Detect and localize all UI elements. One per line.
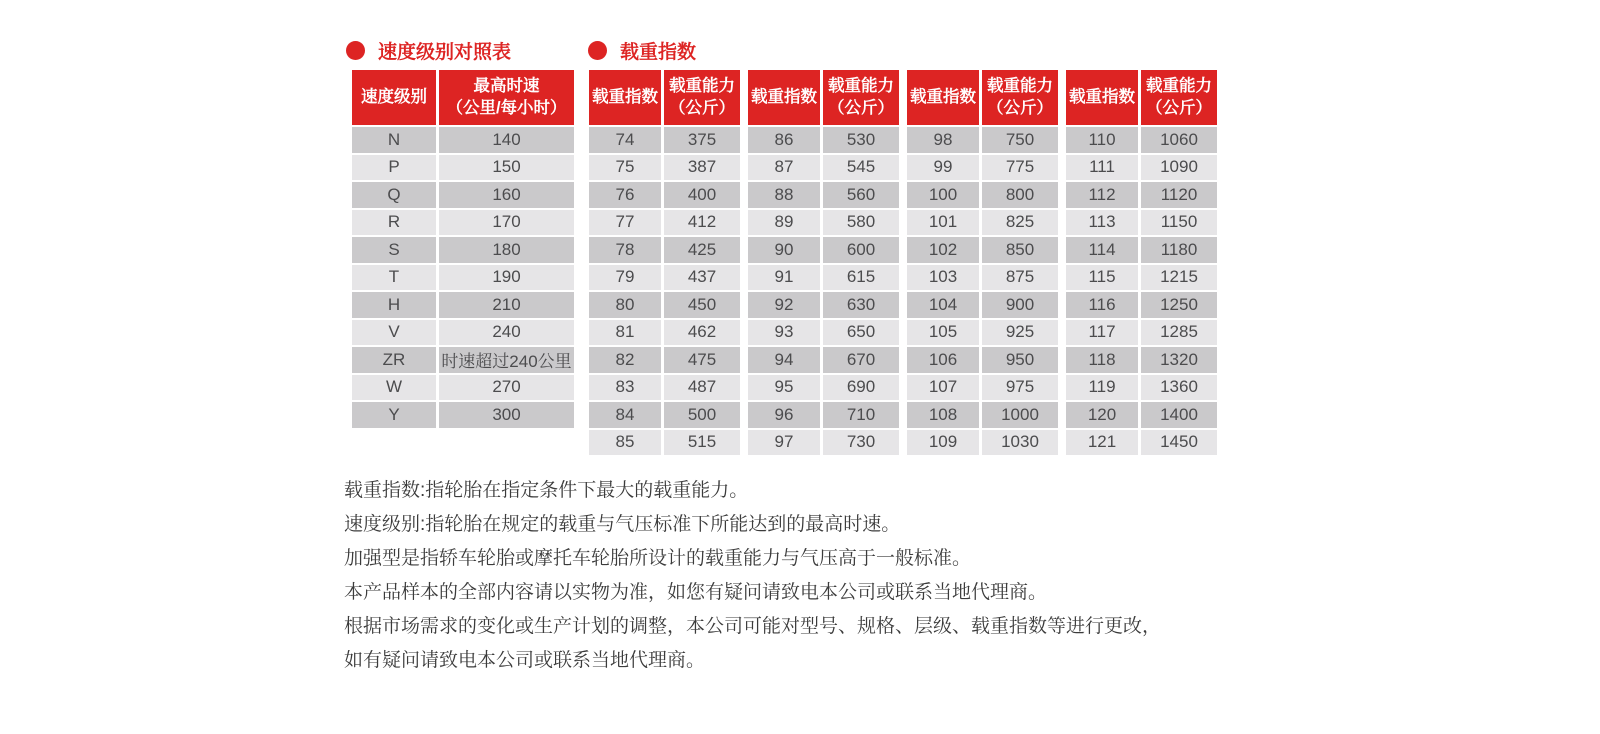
load-index-cell: 83 (589, 375, 661, 401)
load-capacity-cell: 800 (982, 182, 1058, 208)
max-speed-header (439, 70, 574, 125)
load-index-cell: 93 (748, 320, 820, 346)
speed-rating-cell: S (352, 237, 436, 263)
load-capacity-cell: 437 (664, 265, 740, 291)
load-capacity-cell: 560 (823, 182, 899, 208)
load-capacity-cell: 387 (664, 155, 740, 181)
load-index-cell: 119 (1066, 375, 1138, 401)
speed-table-row (352, 320, 574, 346)
load-capacity-cell: 475 (664, 347, 740, 373)
load-index-cell: 85 (589, 430, 661, 456)
load-table-title (588, 40, 697, 63)
max-speed-cell: 240 (439, 320, 574, 346)
load-index-cell: 82 (589, 347, 661, 373)
load-table-row (589, 375, 740, 401)
load-table-row (748, 237, 899, 263)
speed-table (349, 68, 577, 430)
load-capacity-cell: 950 (982, 347, 1058, 373)
load-table-row (1066, 347, 1217, 373)
load-table-row (589, 237, 740, 263)
load-table-row (907, 430, 1058, 456)
max-speed-cell: 190 (439, 265, 574, 291)
load-capacity-cell: 650 (823, 320, 899, 346)
speed-rating-cell: Q (352, 182, 436, 208)
load-capacity-cell: 1150 (1141, 210, 1217, 236)
load-table-group-1 (586, 68, 743, 457)
load-capacity-header-line2: （公斤） (1146, 98, 1212, 117)
max-speed-header-line1: 最高时速 (473, 77, 540, 96)
load-capacity-cell: 515 (664, 430, 740, 456)
load-table-row (907, 375, 1058, 401)
load-capacity-cell: 545 (823, 155, 899, 181)
load-table-row (1066, 237, 1217, 263)
load-capacity-cell: 500 (664, 402, 740, 428)
load-capacity-header (664, 70, 740, 125)
load-index-cell: 100 (907, 182, 979, 208)
load-table-row (907, 347, 1058, 373)
load-index-cell: 98 (907, 127, 979, 153)
load-index-cell: 74 (589, 127, 661, 153)
load-index-cell: 84 (589, 402, 661, 428)
load-table-row (1066, 210, 1217, 236)
load-capacity-header (982, 70, 1058, 125)
load-capacity-cell: 1400 (1141, 402, 1217, 428)
max-speed-cell: 150 (439, 155, 574, 181)
speed-table-row (352, 402, 574, 428)
load-index-cell: 78 (589, 237, 661, 263)
load-index-cell: 104 (907, 292, 979, 318)
load-capacity-cell: 670 (823, 347, 899, 373)
load-table-row (589, 320, 740, 346)
load-index-cell: 105 (907, 320, 979, 346)
load-capacity-cell: 875 (982, 265, 1058, 291)
load-index-cell: 109 (907, 430, 979, 456)
max-speed-cell: 170 (439, 210, 574, 236)
load-index-cell: 106 (907, 347, 979, 373)
load-table-row (748, 320, 899, 346)
load-table-row (1066, 265, 1217, 291)
load-index-header: 载重指数 (1066, 70, 1138, 125)
load-table-row (748, 347, 899, 373)
load-index-cell: 115 (1066, 265, 1138, 291)
max-speed-cell: 270 (439, 375, 574, 401)
load-table-row (748, 155, 899, 181)
speed-rating-cell: R (352, 210, 436, 236)
load-table-row (589, 265, 740, 291)
speed-rating-cell: T (352, 265, 436, 291)
load-capacity-cell: 400 (664, 182, 740, 208)
load-capacity-cell: 730 (823, 430, 899, 456)
load-capacity-cell: 1180 (1141, 237, 1217, 263)
speed-table-row (352, 265, 574, 291)
load-index-cell: 79 (589, 265, 661, 291)
load-table-row (589, 292, 740, 318)
load-index-cell: 94 (748, 347, 820, 373)
load-capacity-cell: 412 (664, 210, 740, 236)
load-capacity-cell: 1320 (1141, 347, 1217, 373)
load-capacity-cell: 425 (664, 237, 740, 263)
load-table-row (907, 320, 1058, 346)
load-capacity-cell: 1060 (1141, 127, 1217, 153)
load-capacity-cell: 1030 (982, 430, 1058, 456)
load-table-header-row (1066, 70, 1217, 125)
max-speed-cell: 300 (439, 402, 574, 428)
load-index-cell: 101 (907, 210, 979, 236)
load-table-row (907, 265, 1058, 291)
load-table-row (748, 292, 899, 318)
load-index-cell: 77 (589, 210, 661, 236)
load-table-group-4 (1063, 68, 1220, 457)
load-capacity-cell: 975 (982, 375, 1058, 401)
speed-table-row (352, 347, 574, 373)
load-index-header: 载重指数 (589, 70, 661, 125)
load-index-cell: 91 (748, 265, 820, 291)
load-index-cell: 96 (748, 402, 820, 428)
load-capacity-cell: 1250 (1141, 292, 1217, 318)
load-table-row (589, 155, 740, 181)
load-table-row (589, 430, 740, 456)
load-capacity-cell: 825 (982, 210, 1058, 236)
load-index-cell: 114 (1066, 237, 1138, 263)
load-capacity-cell: 710 (823, 402, 899, 428)
load-table-row (907, 292, 1058, 318)
note-line: 载重指数:指轮胎在指定条件下最大的载重能力。 (344, 480, 749, 501)
load-table-row (1066, 127, 1217, 153)
load-capacity-header-line1: 载重能力 (1146, 77, 1212, 96)
speed-rating-cell: Y (352, 402, 436, 428)
load-table-header-row (589, 70, 740, 125)
max-speed-cell: 210 (439, 292, 574, 318)
load-capacity-cell: 850 (982, 237, 1058, 263)
load-capacity-cell: 925 (982, 320, 1058, 346)
load-table-row (589, 210, 740, 236)
load-capacity-header-line1: 载重能力 (669, 77, 735, 96)
load-capacity-cell: 450 (664, 292, 740, 318)
load-table-row (1066, 155, 1217, 181)
load-table-row (907, 210, 1058, 236)
load-index-cell: 103 (907, 265, 979, 291)
speed-rating-header: 速度级别 (352, 70, 436, 125)
speed-table-row (352, 182, 574, 208)
load-table-header-row (907, 70, 1058, 125)
load-capacity-cell: 690 (823, 375, 899, 401)
speed-table-header-row (352, 70, 574, 125)
load-index-cell: 80 (589, 292, 661, 318)
load-index-cell: 112 (1066, 182, 1138, 208)
max-speed-header-line2: （公里/每小时） (446, 98, 567, 117)
max-speed-cell: 180 (439, 237, 574, 263)
load-capacity-header-line1: 载重能力 (987, 77, 1053, 96)
speed-rating-cell: W (352, 375, 436, 401)
load-table-group-2 (745, 68, 902, 457)
load-index-cell: 111 (1066, 155, 1138, 181)
load-index-cell: 113 (1066, 210, 1138, 236)
load-index-cell: 89 (748, 210, 820, 236)
load-table-row (748, 265, 899, 291)
load-table-row (1066, 292, 1217, 318)
load-capacity-cell: 580 (823, 210, 899, 236)
speed-rating-cell: N (352, 127, 436, 153)
load-capacity-header (823, 70, 899, 125)
load-table-row (1066, 320, 1217, 346)
note-line: 本产品样本的全部内容请以实物为准，如您有疑问请致电本公司或联系当地代理商。 (344, 582, 1048, 603)
load-capacity-header-line2: （公斤） (669, 98, 735, 117)
load-index-cell: 76 (589, 182, 661, 208)
load-capacity-cell: 1090 (1141, 155, 1217, 181)
load-index-cell: 87 (748, 155, 820, 181)
load-index-cell: 108 (907, 402, 979, 428)
speed-table-title (346, 40, 512, 63)
load-capacity-cell: 487 (664, 375, 740, 401)
load-table-row (589, 182, 740, 208)
load-capacity-cell: 750 (982, 127, 1058, 153)
speed-table-row (352, 292, 574, 318)
load-index-header: 载重指数 (907, 70, 979, 125)
load-index-cell: 117 (1066, 320, 1138, 346)
load-capacity-header-line1: 载重能力 (828, 77, 894, 96)
load-table-row (748, 375, 899, 401)
load-table-row (589, 127, 740, 153)
max-speed-cell: 140 (439, 127, 574, 153)
speed-rating-cell: ZR (352, 347, 436, 373)
load-capacity-cell: 775 (982, 155, 1058, 181)
speed-table-row (352, 375, 574, 401)
load-capacity-cell: 900 (982, 292, 1058, 318)
load-capacity-cell: 1120 (1141, 182, 1217, 208)
note-line: 速度级别:指轮胎在规定的载重与气压标准下所能达到的最高时速。 (344, 514, 901, 535)
load-index-cell: 95 (748, 375, 820, 401)
max-speed-cell: 时速超过240公里 (439, 347, 574, 373)
red-bullet-icon (588, 41, 607, 60)
load-index-cell: 102 (907, 237, 979, 263)
note-line: 根据市场需求的变化或生产计划的调整，本公司可能对型号、规格、层级、载重指数等进行更改， (344, 616, 1162, 637)
speed-table-row (352, 155, 574, 181)
load-table-row (907, 127, 1058, 153)
load-table-row (907, 155, 1058, 181)
load-index-cell: 92 (748, 292, 820, 318)
load-index-cell: 116 (1066, 292, 1138, 318)
load-table-row (748, 182, 899, 208)
speed-table-row (352, 127, 574, 153)
footnotes (344, 474, 1161, 678)
load-capacity-cell: 1285 (1141, 320, 1217, 346)
load-table-row (1066, 182, 1217, 208)
load-capacity-cell: 600 (823, 237, 899, 263)
speed-rating-cell: P (352, 155, 436, 181)
load-capacity-cell: 462 (664, 320, 740, 346)
speed-rating-cell: H (352, 292, 436, 318)
load-table-row (907, 182, 1058, 208)
load-table-row (1066, 375, 1217, 401)
load-table-row (748, 127, 899, 153)
load-index-cell: 88 (748, 182, 820, 208)
load-index-cell: 97 (748, 430, 820, 456)
load-index-cell: 118 (1066, 347, 1138, 373)
load-capacity-cell: 1360 (1141, 375, 1217, 401)
load-table (586, 68, 1220, 457)
load-table-header-row (748, 70, 899, 125)
load-table-row (1066, 430, 1217, 456)
load-table-row (748, 402, 899, 428)
max-speed-cell: 160 (439, 182, 574, 208)
red-bullet-icon (346, 41, 365, 60)
load-table-row (1066, 402, 1217, 428)
load-capacity-cell: 615 (823, 265, 899, 291)
note-line: 如有疑问请致电本公司或联系当地代理商。 (344, 650, 706, 671)
load-index-cell: 99 (907, 155, 979, 181)
load-table-title-text: 载重指数 (620, 41, 697, 63)
load-capacity-cell: 1000 (982, 402, 1058, 428)
load-table-row (907, 237, 1058, 263)
load-capacity-cell: 375 (664, 127, 740, 153)
load-capacity-cell: 1450 (1141, 430, 1217, 456)
load-index-cell: 90 (748, 237, 820, 263)
load-capacity-cell: 530 (823, 127, 899, 153)
load-index-cell: 86 (748, 127, 820, 153)
load-index-cell: 120 (1066, 402, 1138, 428)
load-capacity-header (1141, 70, 1217, 125)
speed-table-title-text: 速度级别对照表 (378, 41, 512, 63)
speed-rating-cell: V (352, 320, 436, 346)
load-index-cell: 81 (589, 320, 661, 346)
load-table-row (748, 210, 899, 236)
load-capacity-header-line2: （公斤） (987, 98, 1053, 117)
load-index-header: 载重指数 (748, 70, 820, 125)
load-table-group-3 (904, 68, 1061, 457)
load-capacity-cell: 630 (823, 292, 899, 318)
load-table-row (589, 347, 740, 373)
load-index-cell: 121 (1066, 430, 1138, 456)
note-line: 加强型是指轿车轮胎或摩托车轮胎所设计的载重能力与气压高于一般标准。 (344, 548, 972, 569)
speed-table-row (352, 210, 574, 236)
speed-table-row (352, 237, 574, 263)
load-index-cell: 75 (589, 155, 661, 181)
load-table-row (748, 430, 899, 456)
load-table-row (589, 402, 740, 428)
load-index-cell: 110 (1066, 127, 1138, 153)
load-capacity-header-line2: （公斤） (828, 98, 894, 117)
load-index-cell: 107 (907, 375, 979, 401)
load-table-row (907, 402, 1058, 428)
load-capacity-cell: 1215 (1141, 265, 1217, 291)
